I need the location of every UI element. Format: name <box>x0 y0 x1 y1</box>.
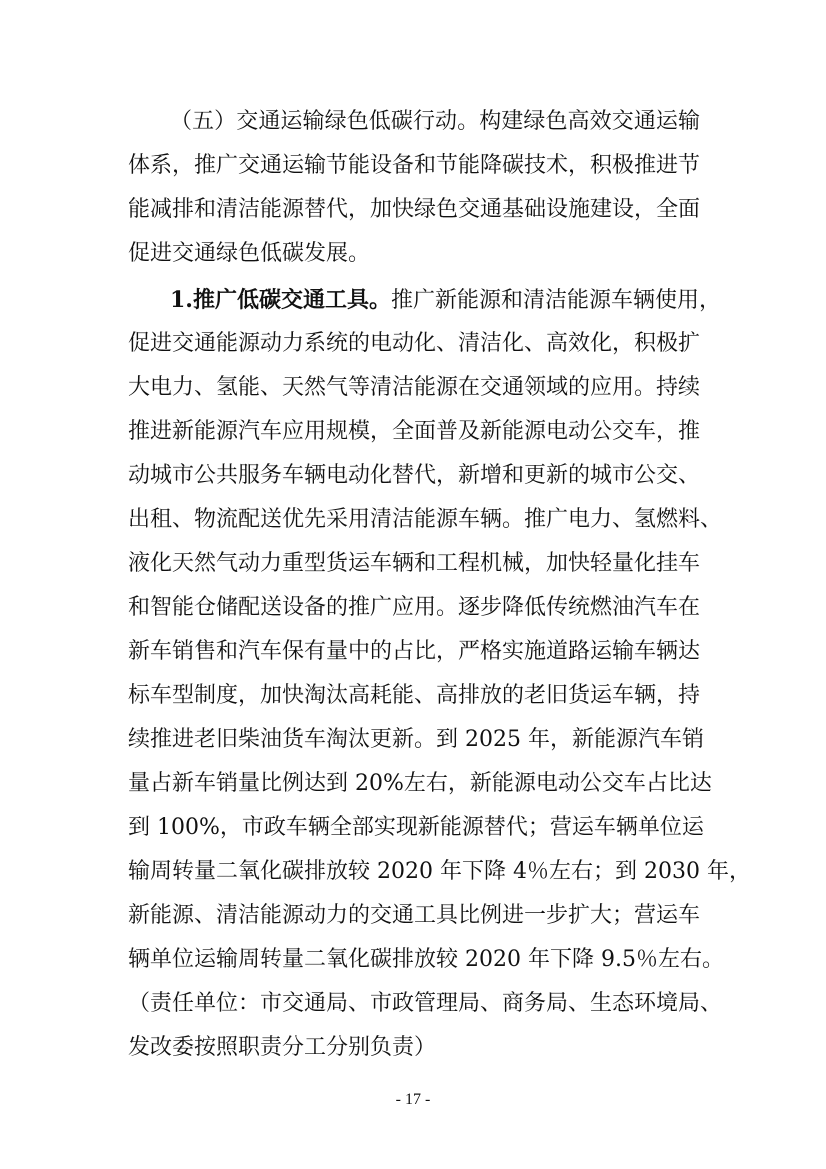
page-number: - 17 - <box>395 1091 431 1108</box>
paragraph-line: 和智能仓储配送设备的推广应用。逐步降低传统燃油汽车在 <box>128 595 701 620</box>
paragraph-line: 促进交通能源动力系统的电动化、清洁化、高效化，积极扩 <box>128 331 701 356</box>
paragraph-line: （责任单位：市交通局、市政管理局、商务局、生态环境局、 <box>128 991 723 1016</box>
paragraph-line: 促进交通绿色低碳发展。 <box>128 241 371 266</box>
paragraph-text: 推广新能源和清洁能源车辆使用， <box>390 288 721 313</box>
paragraph-line: 体系，推广交通运输节能设备和节能降碳技术，积极推进节 <box>128 153 701 178</box>
paragraph-line: 推进新能源汽车应用规模，全面普及新能源电动公交车，推 <box>128 419 701 444</box>
paragraph-line: 能减排和清洁能源替代，加快绿色交通基础设施建设，全面 <box>128 197 701 222</box>
paragraph-first-line <box>170 280 721 320</box>
section-heading: 1.推广低碳交通工具。 <box>170 287 391 313</box>
paragraph-line: 大电力、氢能、天然气等清洁能源在交通领域的应用。持续 <box>128 375 701 400</box>
paragraph-line: （五）交通运输绿色低碳行动。构建绿色高效交通运输 <box>170 109 700 134</box>
paragraph-line: 动城市公共服务车辆电动化替代，新增和更新的城市公交、 <box>128 463 701 488</box>
paragraph-line: 输周转量二氧化碳排放较 2020 年下降 4％左右；到 2030 年， <box>128 859 751 884</box>
paragraph-line: 量占新车销量比例达到 20%左右，新能源电动公交车占比达 <box>128 771 712 796</box>
paragraph-line: 新车销售和汽车保有量中的占比，严格实施道路运输车辆达 <box>128 639 701 664</box>
paragraph-line: 发改委按照职责分工分别负责） <box>128 1035 437 1060</box>
paragraph-line: 标车型制度，加快淘汰高耗能、高排放的老旧货运车辆，持 <box>128 683 701 708</box>
paragraph-line: 辆单位运输周转量二氧化碳排放较 2020 年下降 9.5％左右。 <box>128 947 724 972</box>
paragraph-line: 新能源、清洁能源动力的交通工具比例进一步扩大；营运车 <box>128 903 701 928</box>
paragraph-line: 续推进老旧柴油货车淘汰更新。到 2025 年，新能源汽车销 <box>128 727 704 752</box>
paragraph-line: 出租、物流配送优先采用清洁能源车辆。推广电力、氢燃料、 <box>128 507 723 532</box>
paragraph-line: 到 100%，市政车辆全部实现新能源替代；营运车辆单位运 <box>128 815 704 840</box>
paragraph-line: 液化天然气动力重型货运车辆和工程机械，加快轻量化挂车 <box>128 551 701 576</box>
